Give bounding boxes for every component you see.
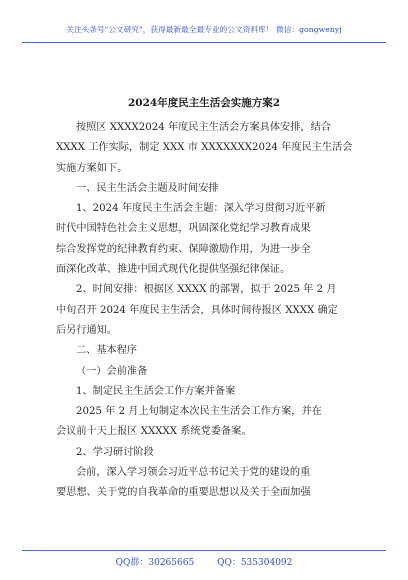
body-line: 按照区 XXXX2024 年度民主生活会方案具体安排，结合 <box>76 122 331 133</box>
body-line: 1、2024 年度民主生活会主题：深入学习贯彻习近平新 <box>76 203 326 215</box>
body-line: 时代中国特色社会主义思想，巩固深化党纪学习教育成果 <box>56 223 311 235</box>
body-line: 会前，深入学习领会习近平总书记关于党的建设的重 <box>76 467 311 479</box>
body-line: 一、民主生活会主题及时间安排 <box>76 182 219 194</box>
header-divider <box>22 42 386 43</box>
footer-qq-group: QQ群：30265665 <box>115 558 195 568</box>
header-banner: 关注头条号"公文研究"，获得最新最全最专业的公文资料库！ 微信：gongwenyj <box>66 25 342 34</box>
body-line: 会议前十天上报区 XXXXX 系统党委备案。 <box>56 426 252 438</box>
footer-qq: QQ：535304092 <box>217 558 293 568</box>
body-line: 中旬召开 2024 年度民主生活会，具体时间待报区 XXXX 确定 <box>56 304 338 316</box>
body-line: 2025 年 2 月上旬制定本次民主生活会工作方案，并在 <box>76 406 322 418</box>
footer-divider <box>22 550 386 551</box>
body-line: 2、学习研讨阶段 <box>76 446 154 458</box>
body-line: 要思想、关于党的自我革命的重要思想以及关于全面加强 <box>56 487 311 499</box>
body-line: 二、基本程序 <box>76 345 138 357</box>
body-line: 2、时间安排：根据区 XXXX 的部署，拟于 2025 年 2 月 <box>76 284 337 296</box>
document-title: 2024年度民主生活会实施方案2 <box>127 97 281 109</box>
body-line: （一）会前准备 <box>76 365 148 377</box>
body-line: 面深化改革、推进中国式现代化提供坚强纪律保证。 <box>56 264 291 276</box>
body-line: 后另行通知。 <box>56 324 118 336</box>
body-line: 综合发挥党的纪律教育约束、保障激励作用，为进一步全 <box>56 243 311 255</box>
document-body <box>56 118 356 504</box>
body-line: 实施方案如下。 <box>56 162 128 174</box>
body-line: XXXX 工作实际，制定 XXX 市 XXXXXXX2024 年度民主生活会 <box>56 142 353 154</box>
footer-contact <box>0 555 408 568</box>
body-line: 1、制定民主生活会工作方案并备案 <box>76 385 236 397</box>
